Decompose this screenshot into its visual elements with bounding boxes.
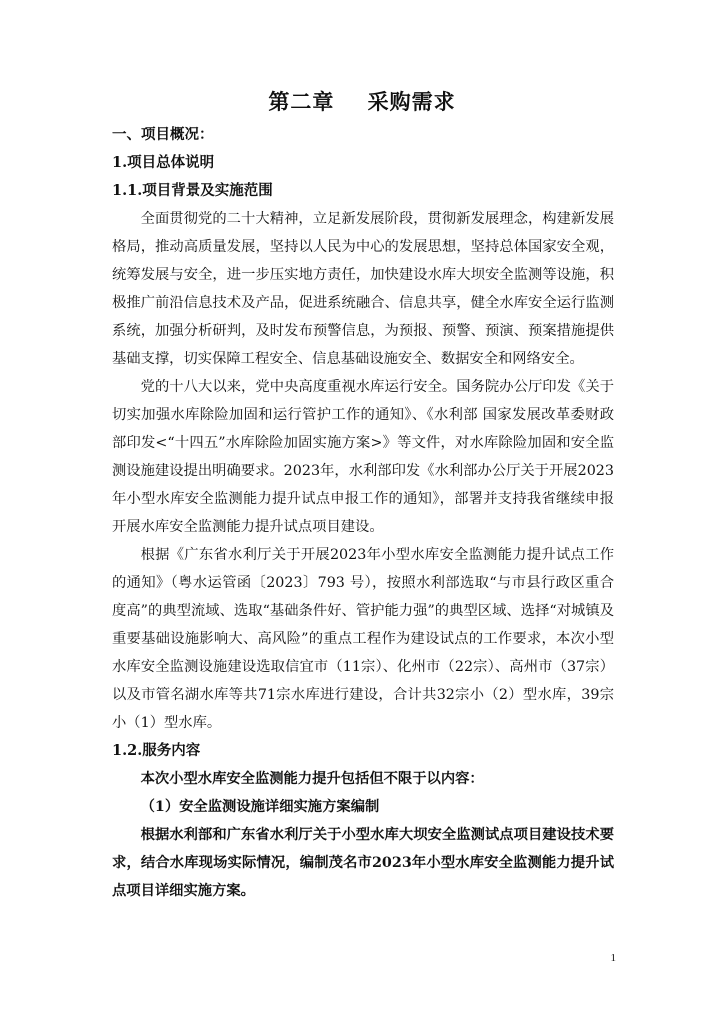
paragraph-service-item-1: （1）安全监测设施详细实施方案编制 [140,799,380,815]
document-body [112,121,614,905]
chapter-title: 第二章 采购需求 [268,89,456,114]
page-number: 1 [610,952,616,964]
paragraph-background-1: 全面贯彻党的二十大精神，立足新发展阶段，贯彻新发展理念，构建新发展格局，推动高质量发展，坚持以人民为中心的发展思想，坚持总体国家安全观，统筹发展与安全，进一步压实地方责任，加快建设水库大坝安全监测等设施，积极推广前沿信息技术及产品，促进系统融合、信息共享，健全水库安全运行监测系统，加强分析研判，及时发布预警信息，为预报、预警、预演、预案措施提供基础支撑，切实保障工程安全、信息基础设施安全、数据安全和网络安全。 [112,211,614,367]
section-heading-service-content: 1.2.服务内容 [112,742,201,759]
section-heading-background-scope: 1.1.项目背景及实施范围 [112,182,273,199]
paragraph-service-item-1-desc: 根据水利部和广东省水利厅关于小型水库大坝安全监测试点项目建设技术要求，结合水库现场实际情况，编制茂名市2023年小型水库安全监测能力提升试点项目详细实施方案。 [112,827,614,899]
paragraph-background-3: 根据《广东省水利厅关于开展2023年小型水库安全监测能力提升试点工作的通知》（粤水运管函〔2023〕793 号），按照水利部选取“与市县行政区重合度高”的典型流域、选取“基础条件好、管护能力强”的典型区域、选择“对城镇及重要基础设施影响大、高风险”的重点工程作为建设试点的工作要求，本次小型水库安全监测设施建设选取信宜市（11宗）、化州市（22宗）、高州市（37宗）以及市管名湖水库等共71宗水库进行建设，合计共32宗小（2）型水库，39宗小（1）型水库。 [112,547,614,731]
paragraph-background-2: 党的十八大以来，党中央高度重视水库运行安全。国务院办公厅印发《关于切实加强水库除险加固和运行管护工作的通知》、《水利部 国家发展改革委财政部印发<“十四五”水库除险加固实施方案>》等文件，对水库除险加固和安全监测设施建设提出明确要求。2023年，水利部印发《水利部办公厅关于开展2023年小型水库安全监测能力提升试点申报工作的通知》，部署并支持我省继续申报开展水库安全监测能力提升试点项目建设。 [112,379,614,535]
paragraph-service-intro: 本次小型水库安全监测能力提升包括但不限于以内容： [140,771,484,787]
section-heading-overview: 一、项目概况： [112,126,214,143]
section-heading-project-description: 1.项目总体说明 [112,154,215,171]
